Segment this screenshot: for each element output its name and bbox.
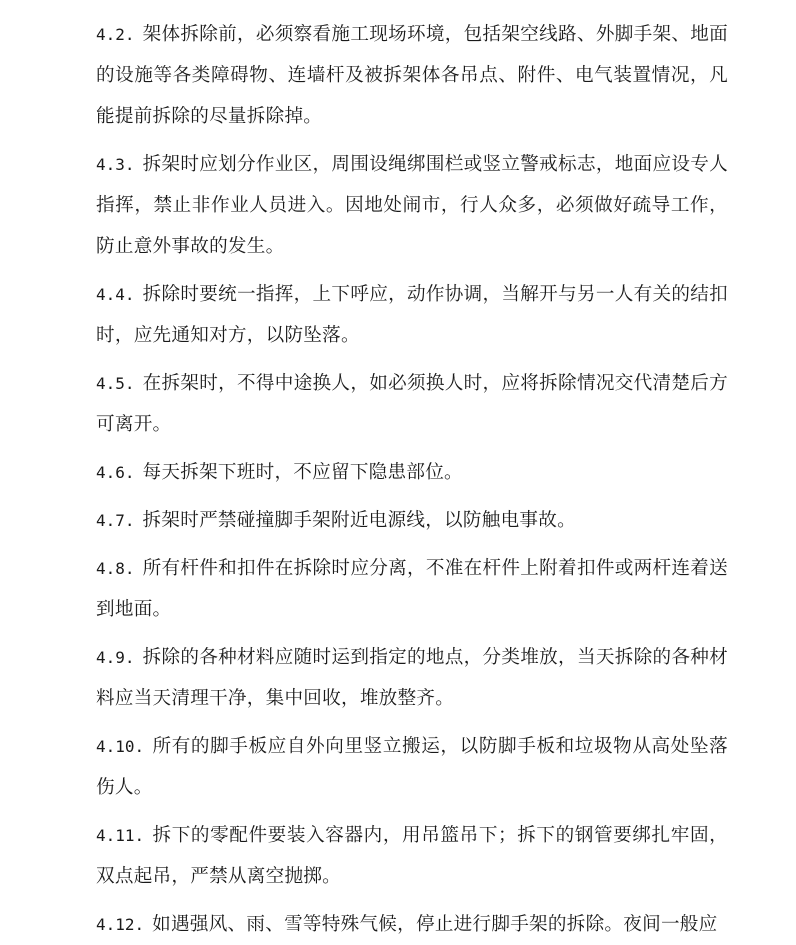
clause-number: 4.8.	[96, 559, 135, 578]
clause-number: 4.2.	[96, 25, 135, 44]
paragraph-4-2	[96, 14, 728, 137]
clause-text: 拆下的零配件要装入容器内，用吊篮吊下；拆下的钢管要绑扎牢固，双点起吊，严禁从离空抛掷。	[96, 825, 728, 887]
paragraph-4-12	[96, 904, 728, 945]
clause-text: 架体拆除前，必须察看施工现场环境，包括架空线路、外脚手架、地面的设施等各类障碍物、连墙杆及被拆架体各吊点、附件、电气装置情况，凡能提前拆除的尽量拆除掉。	[96, 24, 728, 127]
paragraph-4-4	[96, 274, 728, 356]
clause-number: 4.12.	[96, 915, 145, 934]
clause-number: 4.9.	[96, 648, 135, 667]
clause-number: 4.4.	[96, 285, 135, 304]
clause-number: 4.10.	[96, 737, 145, 756]
clause-text: 拆除的各种材料应随时运到指定的地点，分类堆放，当天拆除的各种材料应当天清理干净，集中回收，堆放整齐。	[96, 647, 728, 709]
clause-text: 拆除时要统一指挥，上下呼应，动作协调，当解开与另一人有关的结扣时，应先通知对方，以防坠落。	[96, 284, 728, 346]
clause-text: 拆架时应划分作业区，周围设绳绑围栏或竖立警戒标志，地面应设专人指挥，禁止非作业人员进入。因地处闹市，行人众多，必须做好疏导工作，防止意外事故的发生。	[96, 154, 728, 257]
paragraph-4-6	[96, 452, 728, 493]
clause-number: 4.11.	[96, 826, 145, 845]
paragraph-4-11	[96, 815, 728, 897]
clause-text: 所有杆件和扣件在拆除时应分离，不准在杆件上附着扣件或两杆连着送到地面。	[96, 558, 728, 620]
clause-text: 如遇强风、雨、雪等特殊气候，停止进行脚手架的拆除。夜间一般应	[152, 914, 718, 935]
clause-number: 4.5.	[96, 374, 135, 393]
clause-number: 4.7.	[96, 511, 135, 530]
clause-text: 每天拆架下班时，不应留下隐患部位。	[142, 462, 463, 483]
paragraph-4-8	[96, 548, 728, 630]
paragraph-4-9	[96, 637, 728, 719]
clause-text: 拆架时严禁碰撞脚手架附近电源线，以防触电事故。	[142, 510, 576, 531]
paragraph-4-3	[96, 144, 728, 267]
clause-text: 所有的脚手板应自外向里竖立搬运，以防脚手板和垃圾物从高处坠落伤人。	[96, 736, 728, 798]
clause-text: 在拆架时，不得中途换人，如必须换人时，应将拆除情况交代清楚后方可离开。	[96, 373, 728, 435]
paragraph-4-7	[96, 500, 728, 541]
paragraph-4-5	[96, 363, 728, 445]
clause-number: 4.3.	[96, 155, 135, 174]
clause-number: 4.6.	[96, 463, 135, 482]
paragraph-4-10	[96, 726, 728, 808]
